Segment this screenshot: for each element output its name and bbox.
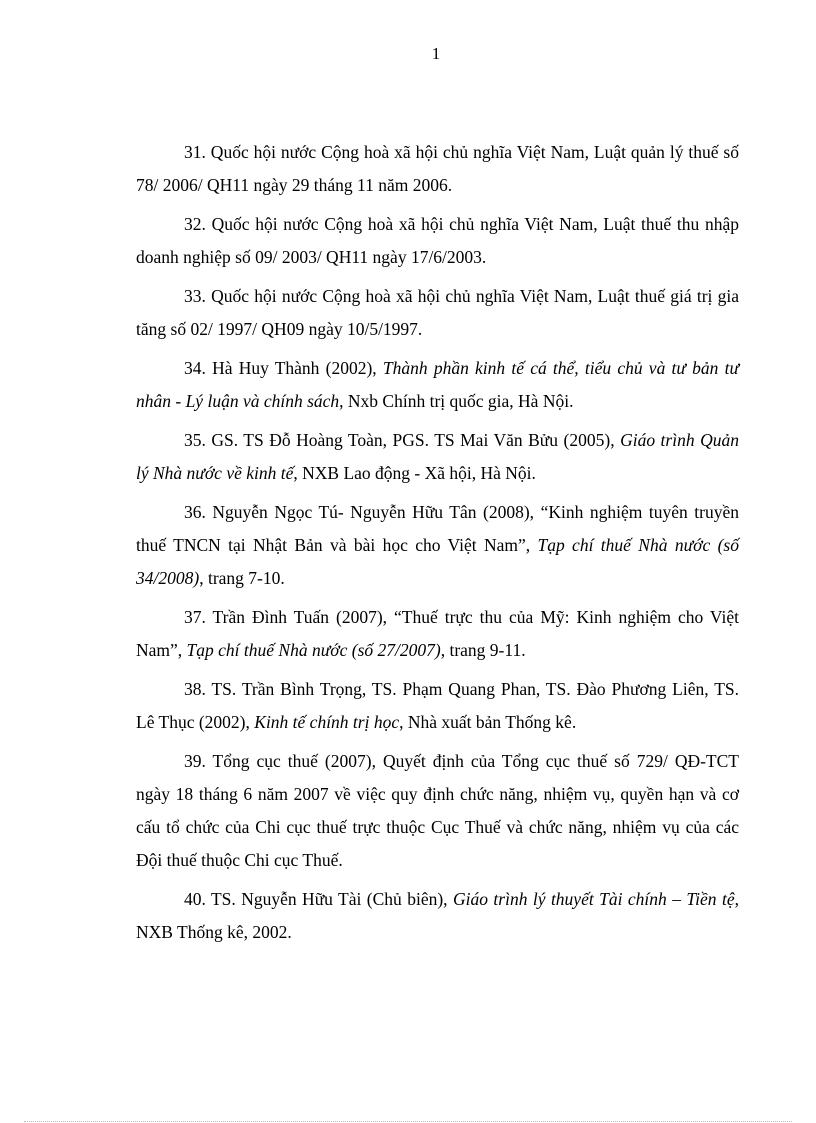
reference-text: , trang 9-11. <box>440 640 526 660</box>
reference-list <box>136 136 739 955</box>
reference-text: , Nhà xuất bản Thống kê. <box>399 712 577 732</box>
reference-item <box>136 745 739 877</box>
reference-text: 40. TS. Nguyễn Hữu Tài (Chủ biên), <box>184 889 453 909</box>
reference-title: Giáo trình Quản lý Nhà nước về kinh tế <box>136 430 739 483</box>
reference-text: 31. Quốc hội nước Cộng hoà xã hội chủ nghĩa Việt Nam, Luật quản lý thuế số 78/ 2006/ QH11 ngày 29 tháng 11 năm 2006. <box>136 142 739 195</box>
reference-text: , Nxb Chính trị quốc gia, Hà Nội. <box>339 391 574 411</box>
reference-item <box>136 601 739 667</box>
reference-text: , NXB Thống kê, 2002. <box>136 889 739 942</box>
reference-title: Tạp chí thuế Nhà nước (số 34/2008) <box>136 535 739 588</box>
reference-title: Thành phần kinh tế cá thể, tiểu chủ và tư bản tư nhân - Lý luận và chính sách <box>136 358 739 411</box>
reference-item <box>136 280 739 346</box>
reference-text: 33. Quốc hội nước Cộng hoà xã hội chủ nghĩa Việt Nam, Luật thuế giá trị gia tăng số 02/ 1997/ QH09 ngày 10/5/1997. <box>136 286 739 339</box>
reference-text: 38. TS. Trần Bình Trọng, TS. Phạm Quang Phan, TS. Đào Phương Liên, TS. Lê Thục (2002), <box>136 679 739 732</box>
reference-text: 37. Trần Đình Tuấn (2007), “Thuế trực thu của Mỹ: Kinh nghiệm cho Việt Nam”, <box>136 607 739 660</box>
reference-item <box>136 352 739 418</box>
reference-title: Tạp chí thuế Nhà nước (số 27/2007) <box>186 640 441 660</box>
reference-text: 35. GS. TS Đỗ Hoàng Toàn, PGS. TS Mai Văn Bửu (2005), <box>184 430 621 450</box>
reference-text: 36. Nguyễn Ngọc Tú- Nguyễn Hữu Tân (2008), “Kinh nghiệm tuyên truyền thuế TNCN tại Nhật Bản và bài học cho Việt Nam”, <box>136 502 739 555</box>
reference-text: 32. Quốc hội nước Cộng hoà xã hội chủ nghĩa Việt Nam, Luật thuế thu nhập doanh nghiệp số 09/ 2003/ QH11 ngày 17/6/2003. <box>136 214 739 267</box>
page-number: 1 <box>431 44 441 63</box>
reference-text: , NXB Lao động - Xã hội, Hà Nội. <box>293 463 536 483</box>
reference-item <box>136 673 739 739</box>
reference-text: , trang 7-10. <box>199 568 285 588</box>
reference-title: Giáo trình lý thuyết Tài chính – Tiền tệ <box>452 889 735 909</box>
reference-text: 39. Tổng cục thuế (2007), Quyết định của Tổng cục thuế số 729/ QĐ-TCT ngày 18 tháng 6 năm 2007 về việc quy định chức năng, nhiệm vụ, quyền hạn và cơ cấu tổ chức của Chi cục thuế trực thuộc Cục Thuế và chức năng, nhiệm vụ của các Đội thuế thuộc Chi cục Thuế. <box>136 751 739 870</box>
reference-item <box>136 424 739 490</box>
reference-item <box>136 883 739 949</box>
reference-title: Kinh tế chính trị học <box>254 712 400 732</box>
reference-item <box>136 208 739 274</box>
reference-text: 34. Hà Huy Thành (2002), <box>184 358 383 378</box>
reference-item <box>136 136 739 202</box>
reference-item <box>136 496 739 595</box>
page-bottom-rule <box>24 1121 792 1122</box>
